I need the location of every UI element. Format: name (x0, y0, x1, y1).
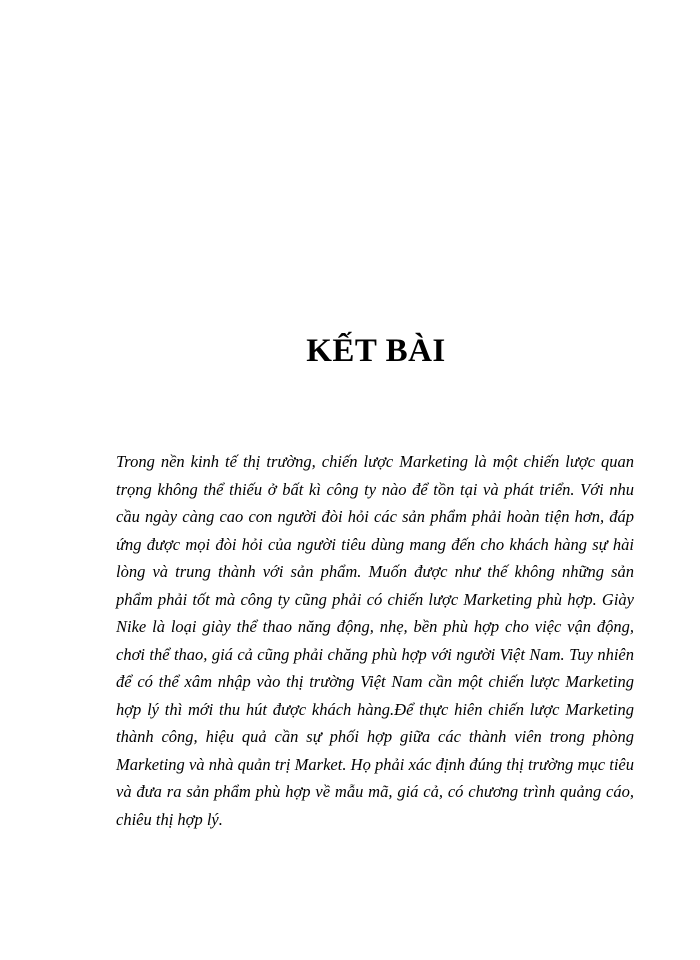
paragraph-line: để có thể xâm nhập vào thị trường Việt Nam cần một chiến lược Marketing (116, 672, 634, 691)
paragraph-line: Nike là loại giày thể thao năng động, nhẹ, bền phù hợp cho việc vận động, (116, 617, 634, 636)
paragraph-line: Trong nền kinh tế thị trường, chiến lược Marketing là một chiến lược quan (116, 452, 634, 471)
paragraph-line: chiêu thị hợp lý. (116, 809, 223, 829)
paragraph-line: chơi thể thao, giá cả cũng phải chăng phù hợp với người Việt Nam. Tuy nhiên (116, 644, 634, 664)
paragraph-line: phẩm phải tốt mà công ty cũng phải có chiến lược Marketing phù hợp. Giày (116, 589, 634, 609)
paragraph-line: cầu ngày càng cao con người đòi hỏi các sản phẩm phải hoàn tiện hơn, đáp (116, 507, 634, 526)
body-paragraph (116, 448, 634, 833)
paragraph-line: lòng và trung thành với sản phẩm. Muốn được như thế không những sản (116, 562, 634, 581)
paragraph-line: ứng được mọi đòi hỏi của người tiêu dùng mang đến cho khách hàng sự hài (116, 534, 634, 554)
paragraph-line: hợp lý thì mới thu hút được khách hàng.Để thực hiên chiến lược Marketing (116, 699, 634, 719)
paragraph-line: thành công, hiệu quả cần sự phối hợp giữa các thành viên trong phòng (116, 727, 634, 746)
paragraph-line: Marketing và nhà quản trị Market. Họ phải xác định đúng thị trường mục tiêu (116, 754, 634, 774)
paragraph-line: và đưa ra sản phẩm phù hợp về mẫu mã, giá cả, có chương trình quảng cáo, (116, 782, 634, 801)
page-title: KẾT BÀI (306, 333, 446, 369)
paragraph-line: trọng không thể thiếu ở bất kì công ty nào để tồn tại và phát triển. Với nhu (116, 479, 634, 499)
